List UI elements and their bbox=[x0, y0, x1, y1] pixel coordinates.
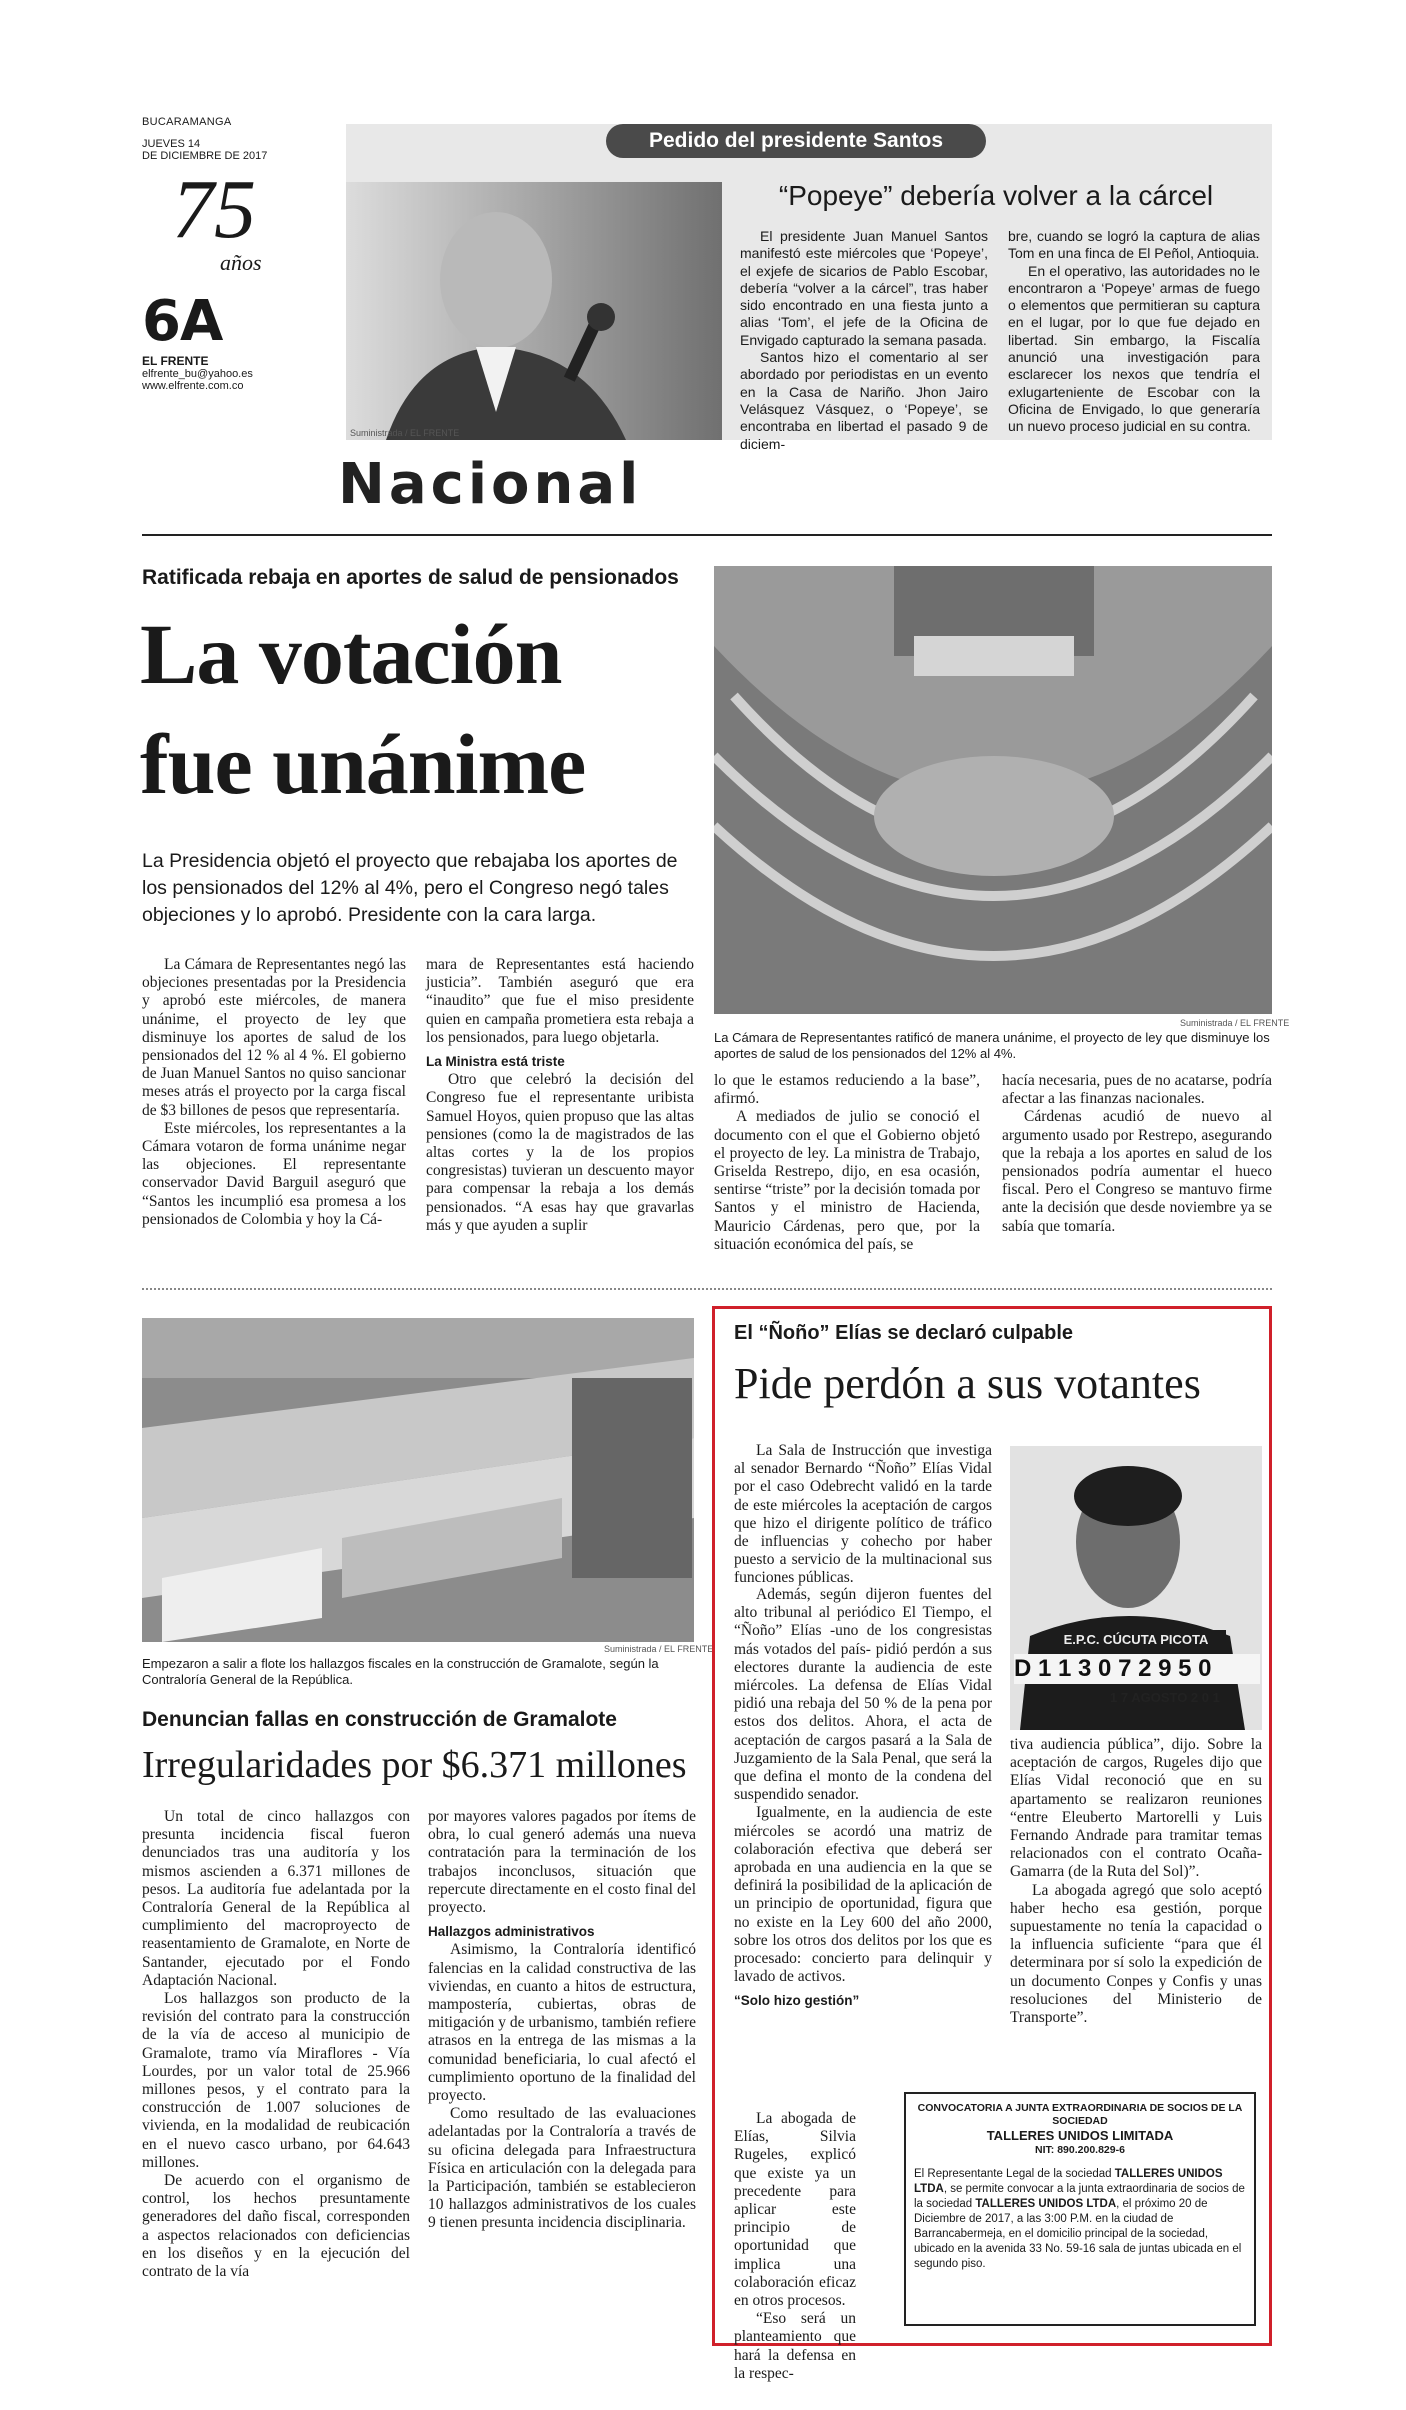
paragraph: De acuerdo con el organismo de control, los hechos presuntamente generadores del daño fiscal, corresponden a aspectos relacionados con deficiencias en los diseños y en la ejecución del contrato de la vía bbox=[142, 2172, 410, 2281]
date: DE DICIEMBRE DE 2017 bbox=[142, 150, 268, 162]
story1-headline-line2: fue unánime bbox=[140, 716, 586, 812]
subhead-gestion: “Solo hizo gestión” bbox=[734, 1993, 860, 2009]
paragraph: por mayores valores pagados por ítems de obra, lo cual generó además una nueva contratación para la terminación de los trabajos inconclusos, situación que repercute directamente en el costo final del proyecto. bbox=[428, 1808, 696, 1917]
gramalote-photo-caption: Empezaron a salir a flote los hallazgos fiscales en la construcción de Gramalote, según la Contraloría General de la República. bbox=[142, 1656, 659, 1687]
notice-company: TALLERES UNIDOS LIMITADA bbox=[986, 2128, 1174, 2143]
paragraph: tiva audiencia pública”, dijo. Sobre la aceptación de cargos, Rugeles dijo que Elías Vidal reconoció que en su apartamento se realizaron reuniones “entre Eleuberto Martorelli y Luis Fernando Andrade para tramitar temas relacionados con el contrato Ocaña-Gamarra (de la Ruta del Sol)”. bbox=[1010, 1736, 1262, 1881]
santos-photo bbox=[346, 182, 722, 440]
story3-col2 bbox=[1010, 1736, 1262, 2027]
mugshot-number: D 1 1 3 0 7 2 9 5 0 bbox=[1014, 1654, 1260, 1684]
notice-body-e: , el próximo 20 de Diciembre de 2017, a las 3:00 P.M. en la ciudad de Barrancabermeja, en el domicilio principal de la sociedad, ubicado en la avenida 33 No. 59-16 sala de juntas ubicada en el segundo piso. bbox=[914, 2198, 1242, 2270]
anniversary-number: 75 bbox=[172, 163, 256, 256]
top-story-headline: “Popeye” debería volver a la cárcel bbox=[778, 180, 1214, 211]
congress-photo-caption: La Cámara de Representantes ratificó de manera unánime, el proyecto de ley que disminuye los aportes de salud de los pensionados del 12% al 4%. bbox=[714, 1030, 1270, 1061]
top-story-col1 bbox=[740, 228, 988, 453]
story1-col4 bbox=[1002, 1072, 1272, 1236]
congress-photo bbox=[714, 566, 1272, 1014]
story1-col3 bbox=[714, 1072, 980, 1254]
section-rule bbox=[142, 534, 1272, 536]
paragraph: Como resultado de las evaluaciones adelantadas por la Contraloría a través de su oficina delegada para Infraestructura Física en articulación con la delegada para la Participación, también se establecieron 10 hallazgos administrativos de los cuales 9 tienen presunta incidencia disciplinaria. bbox=[428, 2105, 696, 2232]
anniversary-word: años bbox=[220, 250, 262, 275]
masthead bbox=[142, 116, 332, 392]
congress-photo-credit: Suministrada / EL FRENTE bbox=[1180, 1018, 1290, 1028]
mugshot-date: 1 7 AGOSTO 2 0 1 bbox=[1110, 1690, 1220, 1705]
dotted-divider bbox=[142, 1288, 1272, 1290]
notice-nit: NIT: 890.200.829-6 bbox=[1035, 2144, 1125, 2156]
paper-name: EL FRENTE bbox=[142, 354, 209, 368]
notice-body-a: El Representante Legal de la sociedad bbox=[914, 2168, 1115, 2180]
story2-kicker: Denuncian fallas en construcción de Gramalote bbox=[142, 1708, 617, 1731]
story1-col2 bbox=[426, 956, 694, 1235]
story1-headline-line1: La votación bbox=[140, 606, 562, 702]
page-number: 6A bbox=[142, 289, 223, 354]
paragraph: La Cámara de Representantes negó las objeciones presentadas por la Presidencia y aprobó este miércoles, de manera unánime, el proyecto de ley que disminuye los aportes de salud de los pensionados del 12 % al 4 %. El gobierno de Juan Manuel Santos no quiso sancionar meses atrás el proyecto por la carga fiscal de $3 billones de pesos que representaría. bbox=[142, 956, 406, 1119]
story3-col1 bbox=[734, 1586, 992, 2011]
elias-mugshot bbox=[1010, 1446, 1262, 1730]
day: JUEVES 14 bbox=[142, 138, 201, 150]
paragraph: Asimismo, la Contraloría identificó falencias en la calidad constructiva de las viviendas, en cuanto a hitos de estructura, mampostería, cubiertas, obras de mitigación y de urbanismo, también refiere atrasos en la entrega de las mismas a la comunidad beneficiaria, lo cual afectó el cumplimiento oportuno de la finalidad del proyecto. bbox=[428, 1941, 696, 2105]
top-story-col2 bbox=[1008, 228, 1260, 436]
paragraph: La abogada de Elías, Silvia Rugeles, explicó que existe ya un precedente para aplicar este principio de oportunidad que implica una colaboración eficaz en otros procesos. bbox=[734, 2110, 856, 2310]
subhead-hallazgos: Hallazgos administrativos bbox=[428, 1924, 595, 1940]
paragraph: Santos hizo el comentario al ser abordado por periodistas en un evento en la Casa de Nariño. Jhon Jairo Velásquez Vásquez, o ‘Popeye’, se encontraba en libertad el pasado 9 de diciem- bbox=[740, 349, 988, 452]
paragraph: hacía necesaria, pues de no acatarse, podría afectar a las finanzas nacionales. bbox=[1002, 1072, 1272, 1108]
paragraph: Este miércoles, los representantes a la Cámara votaron de forma unánime negar las objeciones. El representante conservador David Barguil aseguró que “Santos les incumplió esa promesa a los pensionados de Colombia y hoy la Cá- bbox=[142, 1119, 406, 1228]
paragraph: lo que le estamos reduciendo a la base”, afirmó. bbox=[714, 1072, 980, 1108]
story2-col2 bbox=[428, 1808, 696, 2233]
anniversary-logo bbox=[142, 163, 332, 288]
notice-body-b: TALLERES UNIDOS LTDA bbox=[914, 2168, 1223, 2195]
top-story-kicker: Pedido del presidente Santos bbox=[606, 124, 986, 158]
paragraph: Además, según dijeron fuentes del alto tribunal al periódico El Tiempo, el “Ñoño” Elías -uno de los congresistas más votados del país- pidió perdón a sus electores durante la audiencia de este miércoles. La defensa de Elías Vidal pidió una rebaja del 50 % de la pena por estos dos delitos. Ahora, el acta de aceptación de cargos pasará a la Sala de Juzgamiento de la Sala Penal, que será la que defina el monto de la condena del suspendido senador. bbox=[734, 1586, 992, 1804]
paragraph: Un total de cinco hallazgos con presunta incidencia fiscal fueron denunciados tras una auditoría y los mismos ascienden a 6.371 millones de pesos. La auditoría fue adelantada por la Contraloría General de la República al cumplimiento del macroproyecto de reasentamiento de Gramalote, en Norte de Santander, ejecutado por el Fondo Adaptación Nacional. bbox=[142, 1808, 410, 1989]
story3-col1-top bbox=[734, 1442, 992, 1588]
paragraph: La abogada agregó que solo aceptó haber hecho esa gestión, porque supuestamente no tenía la capacidad o la influencia suficiente “para que él determinara por sí solo la expedición de un documento Conpes y Confis y unas resoluciones del Ministerio de Transporte”. bbox=[1010, 1881, 1262, 2027]
paragraph: Cárdenas acudió de nuevo al argumento usado por Restrepo, asegurando que la rebaja a los aportes en salud de los pensionados podría aumentar el hueco fiscal. Pero el Congreso se mantuvo firme ante la decisión que desde noviembre ya se sabía que tomaría. bbox=[1002, 1108, 1272, 1235]
paragraph: Los hallazgos son producto de la revisión del contrato para la construcción de la vía de acceso al municipio de Gramalote, tramo vía Miraflores - Vía Lourdes, por un valor total de 25.966 millones pesos, y el contrato para la construcción de 1.007 soluciones de vivienda, en la modalidad de reubicación en el nuevo casco urbano, por 64.643 millones. bbox=[142, 1990, 410, 2171]
paragraph: La Sala de Instrucción que investiga al senador Bernardo “Ñoño” Elías Vidal por el caso Odebrecht validó en la tarde de este miércoles la aceptación de cargos que hizo el dirigente político de tráfico de influencias y cohecho por haber puesto a servicio de la multinacional sus funciones públicas. bbox=[734, 1442, 992, 1587]
paragraph: Igualmente, en la audiencia de este miércoles se acordó una matriz de colaboración efectiva que deberá ser aprobada en una audiencia en la que se definirá la posibilidad de la aplicación de un principio de oportunidad, figura que no existe en la Ley 600 del año 2000, sobre los otros dos delitos por los que es procesado: concierto para delinquir y lavado de activos. bbox=[734, 1804, 992, 1986]
story2-col1 bbox=[142, 1808, 410, 2281]
story1-deck: La Presidencia objetó el proyecto que rebajaba los aportes de los pensionados del 12% al 4%, pero el Congreso negó tales objeciones y lo aprobó. Presidente con la cara larga. bbox=[142, 850, 678, 926]
subhead-ministra: La Ministra está triste bbox=[426, 1054, 565, 1070]
mugshot-placard-text: E.P.C. CÚCUTA PICOTA bbox=[1063, 1632, 1209, 1647]
story2-headline: Irregularidades por $6.371 millones bbox=[142, 1744, 687, 1786]
notice-title: CONVOCATORIA A JUNTA EXTRAORDINARIA DE SOCIOS DE LA SOCIEDAD bbox=[917, 2102, 1243, 2127]
story3-col1-end bbox=[734, 2110, 856, 2383]
paragraph: “Eso será un planteamiento que hará la defensa en la respec- bbox=[734, 2310, 856, 2382]
story1-kicker: Ratificada rebaja en aportes de salud de pensionados bbox=[142, 566, 679, 589]
story3-headline: Pide perdón a sus votantes bbox=[734, 1359, 1201, 1408]
story3-kicker: El “Ñoño” Elías se declaró culpable bbox=[734, 1322, 1073, 1344]
notice-body-c: , se permite convocar a la junta extraordinaria de socios de la sociedad bbox=[914, 2183, 1245, 2210]
section-title: Nacional bbox=[338, 452, 643, 517]
paragraph: El presidente Juan Manuel Santos manifestó este miércoles que ‘Popeye’, el exjefe de sicarios de Pablo Escobar, debería “volver a la cárcel”, tras haber sido encontrado en una fiesta junto a alias ‘Tom’, el jefe de la Oficina de Envigado capturado la semana pasada. bbox=[740, 228, 988, 348]
gramalote-photo-credit: Suministrada / EL FRENTE bbox=[604, 1644, 714, 1654]
city: BUCARAMANGA bbox=[142, 116, 232, 128]
paragraph: Otro que celebró la decisión del Congreso fue el representante uribista Samuel Hoyos, quien propuso que las altas pensiones (como la de magistrados de las altas cortes y la de los propios congresistas) tuvieran un descuento mayor para compensar la rebaja a los demás pensionados. “A esas hay que gravarlas más y que ayuden a suplir bbox=[426, 1071, 694, 1234]
paragraph: mara de Representantes está haciendo justicia”. También aseguró que era “inaudito” que fue el miso presidente quien en campaña prometiera esta rebaja a los pensionados, para luego objetarla. bbox=[426, 956, 694, 1046]
email-link[interactable]: elfrente_bu@yahoo.es bbox=[142, 368, 253, 380]
notice-body bbox=[914, 2167, 1246, 2272]
website-link[interactable]: www.elfrente.com.co bbox=[142, 380, 244, 392]
paragraph: En el operativo, las autoridades no le encontraron a ‘Popeye’ armas de fuego o elementos que permitieran su captura en el lugar, por lo que fue dejado en libertad. Sin embargo, la Fiscalía anunció una investigación para esclarecer los nexos que tendría el exlugarteniente de Escobar con la Oficina de Envigado, lo que generaría un nuevo proceso judicial en su contra. bbox=[1008, 262, 1260, 435]
paragraph: bre, cuando se logró la captura de alias Tom en una finca de El Peñol, Antioquia. bbox=[1008, 228, 1260, 262]
top-photo-credit: Suministrada / EL FRENTE bbox=[350, 428, 460, 438]
story1-col1 bbox=[142, 956, 406, 1229]
legal-notice bbox=[904, 2092, 1256, 2326]
notice-body-d: TALLERES UNIDOS LTDA bbox=[975, 2198, 1117, 2210]
paragraph: A mediados de julio se conoció el documento con el que el Gobierno objetó el proyecto de ley. La ministra de Trabajo, Griselda Restrepo, dijo, en esa ocasión, sentirse “triste” por la decisión tomada por Santos y el ministro de Hacienda, Mauricio Cárdenas, pero que, por la situación económica del país, se bbox=[714, 1108, 980, 1253]
gramalote-photo bbox=[142, 1318, 694, 1642]
